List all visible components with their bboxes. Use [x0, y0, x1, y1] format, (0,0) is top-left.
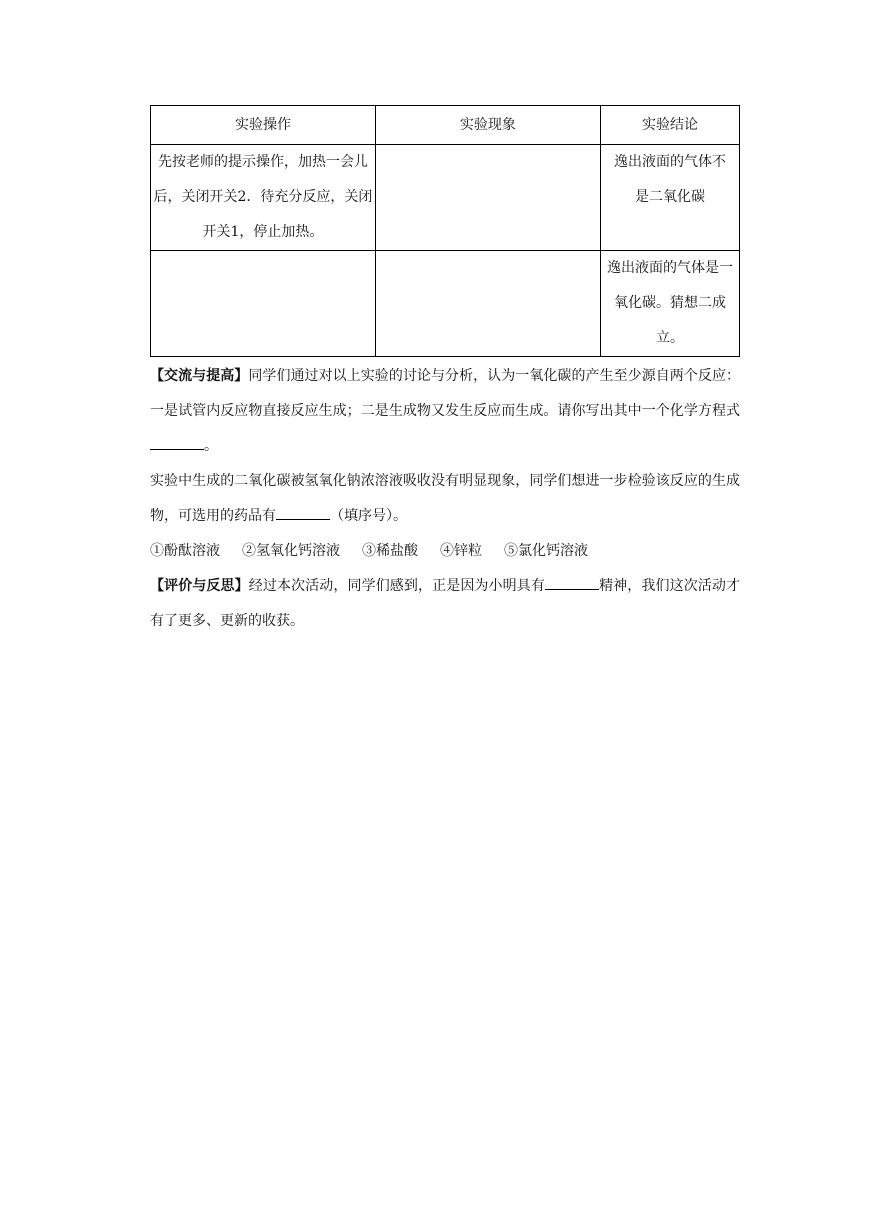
experiment-end: （填序号）。 [330, 508, 407, 524]
option-4: ④锌粒 [440, 543, 482, 559]
header-operation: 实验操作 [151, 106, 376, 145]
exchange-paragraph [150, 359, 740, 464]
exchange-text: 同学们通过对以上实验的讨论与分析，认为一氧化碳的产生至少源自两个反应：一是试管内反应物直接反应生成；二是生成物又发生反应而生成。请你写出其中一个化学方程式 [150, 368, 741, 419]
table-row [151, 251, 740, 357]
exchange-end: 。 [204, 438, 218, 454]
reagent-blank[interactable] [276, 503, 330, 520]
experiment-paragraph [150, 464, 740, 534]
cell-operation: 先按老师的提示操作，加热一会儿后，关闭开关2．待充分反应，关闭开关1，停止加热。 [151, 145, 376, 251]
reflection-end: 精神，我们这次活动才有了更多、更新的收获。 [150, 578, 741, 629]
option-3: ③稀盐酸 [362, 543, 418, 559]
experiment-table [150, 105, 740, 357]
option-1: ①酚酞溶液 [150, 543, 220, 559]
cell-conclusion: 逸出液面的气体是一氧化碳。猜想二成立。 [600, 251, 739, 357]
option-2: ②氢氧化钙溶液 [242, 543, 340, 559]
table-header-row [151, 106, 740, 145]
option-5: ⑤氯化钙溶液 [504, 543, 588, 559]
document-page [150, 105, 740, 639]
cell-operation [151, 251, 376, 357]
header-phenomenon: 实验现象 [375, 106, 600, 145]
header-conclusion: 实验结论 [600, 106, 739, 145]
reflection-text: 经过本次活动，同学们感到，正是因为小明具有 [248, 578, 545, 594]
cell-phenomenon [375, 251, 600, 357]
reflection-paragraph [150, 569, 740, 639]
reflection-heading: 【评价与反思】 [150, 578, 249, 594]
exchange-heading: 【交流与提高】 [150, 368, 249, 384]
cell-phenomenon [375, 145, 600, 251]
options-line [150, 534, 740, 569]
spirit-blank[interactable] [545, 573, 599, 590]
table-row [151, 145, 740, 251]
cell-conclusion: 逸出液面的气体不是二氧化碳 [600, 145, 739, 251]
experiment-text: 实验中生成的二氧化碳被氢氧化钠浓溶液吸收没有明显现象，同学们想进一步检验该反应的生成物，可选用的药品有 [150, 473, 740, 524]
equation-blank[interactable] [150, 433, 204, 450]
